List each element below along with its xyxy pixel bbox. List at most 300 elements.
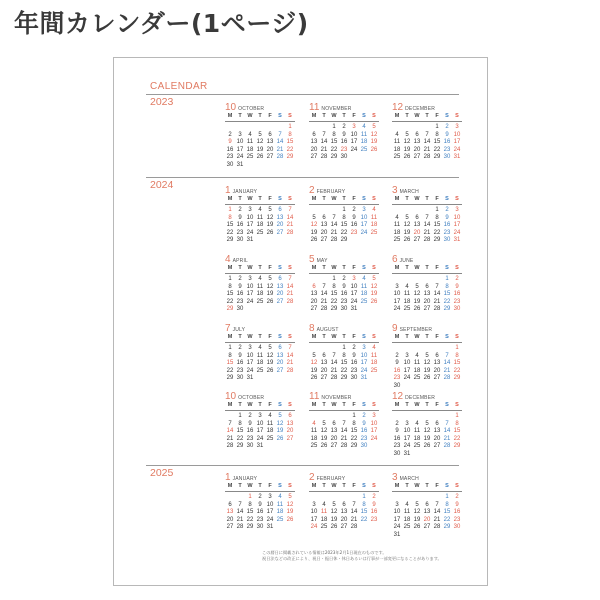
day-cell: 24 — [360, 367, 368, 374]
day-cell: 21 — [286, 291, 294, 297]
day-cell: 18 — [360, 291, 368, 297]
weekday-label: F — [352, 113, 356, 119]
weekday-label: M — [227, 334, 233, 340]
month-header — [309, 100, 379, 112]
weekday-label: S — [362, 334, 366, 340]
day-cell: 3 — [268, 494, 272, 500]
weekday-label: S — [455, 265, 459, 271]
day-cell — [329, 413, 339, 421]
day-cell: 2 — [238, 276, 242, 282]
weekday-header — [392, 113, 462, 120]
day-cell — [349, 237, 359, 245]
day-cell: 24 — [403, 443, 411, 449]
day-cell — [422, 494, 432, 502]
day-cell — [392, 124, 402, 132]
weekday-label: S — [372, 483, 376, 489]
weekday-header — [309, 196, 379, 203]
day-cell — [319, 345, 329, 353]
day-cell: 14 — [350, 509, 358, 515]
weekday-label: M — [311, 265, 317, 271]
day-cell: 21 — [443, 367, 451, 374]
month-rule — [392, 204, 462, 205]
day-cell: 3 — [405, 420, 409, 427]
day-cell: 31 — [246, 237, 254, 243]
day-cell: 11 — [393, 139, 401, 145]
day-cell — [432, 345, 442, 353]
day-cell: 5 — [322, 420, 326, 427]
month-number: 3 — [392, 185, 398, 196]
weekday-label: T — [342, 334, 346, 340]
day-cell: 22 — [226, 229, 234, 236]
day-cell: 26 — [403, 237, 411, 243]
day-cell: 4 — [372, 345, 376, 351]
day-cell — [349, 494, 359, 502]
week-row — [309, 517, 379, 525]
day-cell: 31 — [236, 161, 244, 168]
day-cell: 27 — [413, 154, 421, 160]
week-row — [309, 306, 379, 314]
day-cell — [339, 413, 349, 421]
day-cell: 21 — [443, 435, 451, 442]
day-cell: 20 — [423, 298, 431, 305]
week-row — [225, 509, 295, 517]
day-cell: 10 — [350, 131, 358, 138]
day-cell: 12 — [320, 428, 328, 434]
day-cell: 15 — [360, 509, 368, 515]
day-cell — [422, 451, 432, 459]
day-cell — [369, 375, 379, 383]
day-cell: 2 — [372, 494, 376, 500]
month-block — [225, 183, 295, 245]
day-cell: 12 — [330, 509, 338, 515]
day-cell: 22 — [236, 435, 244, 442]
week-row — [225, 360, 295, 368]
week-row — [225, 428, 295, 436]
day-cell: 17 — [393, 298, 401, 305]
month-block — [309, 252, 379, 314]
day-cell: 3 — [258, 413, 262, 419]
month-header — [392, 470, 462, 482]
week-row — [225, 154, 295, 162]
day-cell: 23 — [226, 154, 234, 160]
day-cell — [309, 276, 319, 284]
day-cell: 31 — [453, 154, 461, 160]
day-cell: 20 — [413, 229, 421, 236]
day-cell: 13 — [310, 291, 318, 297]
weekday-label: S — [455, 334, 459, 340]
day-cell — [392, 413, 402, 421]
weekday-label: F — [435, 402, 439, 408]
month-name: JUNE — [399, 258, 414, 264]
day-cell: 10 — [370, 420, 378, 427]
weekday-label: M — [227, 483, 233, 489]
day-cell: 18 — [256, 360, 264, 366]
week-row — [392, 502, 462, 510]
day-cell — [309, 345, 319, 353]
day-cell: 17 — [350, 291, 358, 297]
day-cell: 11 — [256, 283, 264, 290]
day-cell — [412, 451, 422, 459]
day-cell: 14 — [340, 428, 348, 434]
day-cell: 12 — [286, 501, 294, 508]
day-cell: 29 — [226, 306, 234, 312]
day-cell: 17 — [370, 428, 378, 434]
day-cell: 16 — [370, 509, 378, 515]
weekday-label: F — [435, 265, 439, 271]
day-cell: 25 — [256, 298, 264, 305]
day-cell: 3 — [455, 124, 459, 130]
day-cell: 20 — [433, 367, 441, 374]
day-cell: 21 — [330, 367, 338, 374]
day-cell: 21 — [236, 516, 244, 523]
week-row — [392, 368, 462, 376]
day-cell: 8 — [288, 131, 292, 138]
day-cell: 1 — [288, 124, 292, 130]
weekday-header — [309, 334, 379, 341]
week-row — [392, 517, 462, 525]
month-rule — [225, 491, 295, 492]
day-cell: 21 — [276, 146, 284, 153]
day-cell: 14 — [423, 222, 431, 228]
weekday-label: T — [238, 402, 242, 408]
day-cell: 15 — [350, 428, 358, 434]
day-cell: 27 — [310, 154, 318, 160]
weekday-label: W — [331, 402, 337, 408]
day-cell: 25 — [393, 237, 401, 243]
day-cell: 23 — [443, 146, 451, 153]
day-cell: 13 — [423, 509, 431, 515]
calendar-sheet — [113, 57, 488, 586]
weekday-label: T — [258, 113, 262, 119]
day-cell: 13 — [340, 509, 348, 515]
month-name: NOVEMBER — [321, 106, 352, 112]
day-cell: 16 — [350, 360, 358, 366]
day-cell: 1 — [455, 345, 459, 351]
day-cell: 20 — [226, 516, 234, 523]
day-cell: 22 — [433, 229, 441, 236]
day-cell — [235, 494, 245, 502]
weekday-label: S — [288, 196, 292, 202]
day-cell: 5 — [332, 501, 336, 508]
week-row — [392, 345, 462, 353]
weekday-header — [392, 483, 462, 490]
week-row — [225, 162, 295, 170]
day-cell — [412, 345, 422, 353]
day-cell: 9 — [455, 501, 459, 508]
day-cell: 1 — [455, 413, 459, 419]
day-cell — [359, 524, 369, 532]
day-cell: 29 — [330, 154, 338, 160]
week-row — [392, 124, 462, 132]
day-cell: 3 — [362, 207, 366, 213]
day-cell: 24 — [246, 229, 254, 236]
month-name: JULY — [232, 327, 246, 333]
day-cell: 29 — [443, 524, 451, 530]
day-cell — [265, 306, 275, 314]
day-cell — [412, 207, 422, 215]
day-cell: 29 — [453, 375, 461, 381]
day-cell: 25 — [310, 443, 318, 449]
weekday-label: M — [394, 265, 400, 271]
day-cell: 28 — [320, 306, 328, 312]
day-cell: 29 — [340, 237, 348, 243]
month-rule — [225, 121, 295, 122]
day-cell: 10 — [360, 352, 368, 359]
day-cell: 2 — [248, 413, 252, 419]
day-cell: 18 — [393, 229, 401, 236]
day-cell: 7 — [445, 352, 449, 359]
weekday-label: T — [425, 196, 429, 202]
day-cell — [402, 413, 412, 421]
day-cell: 20 — [330, 435, 338, 442]
year-divider — [146, 465, 459, 466]
day-cell: 24 — [453, 229, 461, 236]
day-cell: 6 — [332, 420, 336, 427]
day-cell: 20 — [340, 516, 348, 523]
weekday-label: M — [394, 113, 400, 119]
week-row — [392, 222, 462, 230]
day-cell: 25 — [256, 229, 264, 236]
day-cell: 6 — [425, 283, 429, 290]
weekday-label: F — [268, 402, 272, 408]
weekday-label: W — [414, 196, 420, 202]
day-cell: 30 — [350, 375, 358, 381]
day-cell: 11 — [393, 222, 401, 228]
day-cell — [319, 413, 329, 421]
day-cell — [319, 207, 329, 215]
day-cell — [412, 124, 422, 132]
day-cell: 5 — [288, 494, 292, 500]
day-cell: 22 — [330, 146, 338, 153]
day-cell: 4 — [268, 413, 272, 419]
week-row — [225, 230, 295, 238]
day-cell: 24 — [246, 367, 254, 374]
day-cell: 8 — [435, 214, 439, 221]
day-cell: 16 — [443, 139, 451, 145]
day-cell: 27 — [276, 229, 284, 236]
day-cell: 9 — [362, 420, 366, 427]
day-cell — [412, 413, 422, 421]
weekday-label: T — [322, 196, 326, 202]
day-cell: 28 — [423, 154, 431, 160]
week-row — [225, 502, 295, 510]
month-block — [309, 321, 379, 383]
day-cell: 21 — [340, 435, 348, 442]
day-cell: 28 — [276, 154, 284, 160]
month-number: 7 — [225, 323, 231, 334]
day-cell: 18 — [370, 222, 378, 228]
day-cell — [359, 237, 369, 245]
day-cell: 6 — [278, 345, 282, 351]
weekday-label: T — [238, 334, 242, 340]
weekday-label: T — [342, 265, 346, 271]
weekday-label: S — [278, 196, 282, 202]
day-cell: 19 — [413, 298, 421, 305]
day-cell: 22 — [350, 435, 358, 442]
day-cell: 21 — [330, 229, 338, 236]
day-cell: 27 — [310, 306, 318, 312]
day-cell — [329, 494, 339, 502]
day-cell: 5 — [268, 345, 272, 351]
day-cell: 9 — [258, 501, 262, 508]
month-number: 10 — [225, 391, 237, 402]
day-cell: 10 — [350, 283, 358, 290]
day-cell: 2 — [352, 207, 356, 213]
day-cell — [275, 306, 285, 314]
month-header — [225, 252, 295, 264]
day-cell: 11 — [360, 131, 368, 138]
day-cell: 5 — [372, 276, 376, 282]
day-cell — [285, 443, 295, 451]
day-cell: 9 — [395, 360, 399, 366]
year-divider — [146, 94, 459, 95]
month-rule — [225, 273, 295, 274]
day-cell — [412, 494, 422, 502]
day-cell: 24 — [403, 375, 411, 381]
day-cell: 27 — [340, 524, 348, 530]
month-number: 4 — [225, 254, 231, 265]
week-row — [309, 502, 379, 510]
day-cell: 13 — [413, 139, 421, 145]
day-cell — [369, 237, 379, 245]
month-header — [225, 321, 295, 333]
day-cell: 5 — [268, 276, 272, 282]
day-cell: 25 — [320, 524, 328, 530]
day-cell — [245, 124, 255, 132]
day-cell: 24 — [350, 146, 358, 153]
day-cell: 20 — [320, 229, 328, 236]
day-cell: 11 — [310, 428, 318, 434]
day-cell: 23 — [453, 516, 461, 523]
month-rule — [392, 273, 462, 274]
day-cell: 25 — [370, 367, 378, 374]
week-row — [225, 147, 295, 155]
day-cell: 31 — [393, 531, 401, 538]
day-cell: 28 — [350, 524, 358, 530]
day-cell: 12 — [310, 222, 318, 228]
week-row — [225, 421, 295, 429]
day-cell: 6 — [322, 352, 326, 359]
day-cell: 8 — [352, 420, 356, 427]
day-cell: 20 — [320, 367, 328, 374]
day-cell: 29 — [340, 375, 348, 381]
month-rule — [225, 410, 295, 411]
month-rule — [392, 121, 462, 122]
day-cell: 3 — [248, 276, 252, 282]
week-row — [225, 306, 295, 314]
day-cell: 29 — [433, 237, 441, 243]
weekday-label: S — [288, 334, 292, 340]
weekday-label: M — [311, 402, 317, 408]
week-row — [309, 421, 379, 429]
day-cell: 4 — [415, 352, 419, 359]
day-cell: 8 — [445, 283, 449, 290]
week-row — [225, 436, 295, 444]
day-cell: 4 — [278, 494, 282, 500]
year-label-2024: 2024 — [150, 179, 174, 191]
week-row — [309, 524, 379, 532]
week-row — [392, 375, 462, 383]
weekday-label: S — [372, 113, 376, 119]
weekday-label: S — [372, 196, 376, 202]
day-cell: 26 — [330, 524, 338, 530]
day-cell: 21 — [423, 229, 431, 236]
weekday-label: T — [405, 483, 409, 489]
day-cell: 28 — [286, 229, 294, 236]
day-cell: 19 — [423, 435, 431, 442]
day-cell: 15 — [340, 360, 348, 366]
day-cell: 27 — [286, 435, 294, 442]
day-cell: 23 — [246, 435, 254, 442]
day-cell: 5 — [425, 352, 429, 359]
week-row — [309, 413, 379, 421]
weekday-label: S — [372, 402, 376, 408]
day-cell — [285, 237, 295, 245]
month-block — [225, 470, 295, 532]
day-cell: 8 — [238, 420, 242, 427]
day-cell: 11 — [413, 428, 421, 434]
week-row — [392, 230, 462, 238]
day-cell: 26 — [266, 298, 274, 305]
day-cell: 6 — [288, 413, 292, 419]
day-cell: 7 — [322, 131, 326, 138]
day-cell: 4 — [322, 501, 326, 508]
day-cell: 4 — [372, 207, 376, 213]
week-row — [309, 360, 379, 368]
weekday-label: S — [362, 265, 366, 271]
month-header — [392, 389, 462, 401]
day-cell: 6 — [322, 214, 326, 221]
month-block — [225, 321, 295, 383]
day-cell: 2 — [238, 207, 242, 213]
day-cell: 12 — [413, 291, 421, 297]
day-cell: 5 — [278, 413, 282, 419]
day-cell: 19 — [310, 229, 318, 236]
day-cell: 7 — [238, 501, 242, 508]
footnote — [262, 550, 472, 562]
day-cell: 8 — [342, 352, 346, 359]
day-cell: 6 — [312, 131, 316, 138]
day-cell: 7 — [445, 420, 449, 427]
day-cell: 5 — [372, 124, 376, 130]
day-cell: 11 — [370, 352, 378, 359]
week-row — [392, 237, 462, 245]
day-cell: 30 — [393, 382, 401, 389]
weekday-label: F — [352, 334, 356, 340]
month-header — [392, 100, 462, 112]
month-name: APRIL — [232, 258, 249, 264]
month-header — [392, 183, 462, 195]
month-header — [309, 389, 379, 401]
day-cell: 22 — [340, 367, 348, 374]
weekday-header — [392, 334, 462, 341]
day-cell — [402, 207, 412, 215]
day-cell: 14 — [320, 139, 328, 145]
day-cell: 27 — [276, 298, 284, 305]
page-title: 年間カレンダー(1ページ) — [14, 9, 309, 38]
day-cell: 23 — [350, 367, 358, 374]
day-cell: 3 — [248, 345, 252, 351]
week-row — [392, 532, 462, 540]
weekday-label: M — [227, 196, 233, 202]
day-cell: 2 — [455, 276, 459, 282]
month-number: 9 — [392, 323, 398, 334]
weekday-label: W — [247, 402, 253, 408]
day-cell: 14 — [320, 291, 328, 297]
day-cell: 7 — [425, 131, 429, 138]
day-cell: 3 — [312, 501, 316, 508]
day-cell: 8 — [455, 352, 459, 359]
